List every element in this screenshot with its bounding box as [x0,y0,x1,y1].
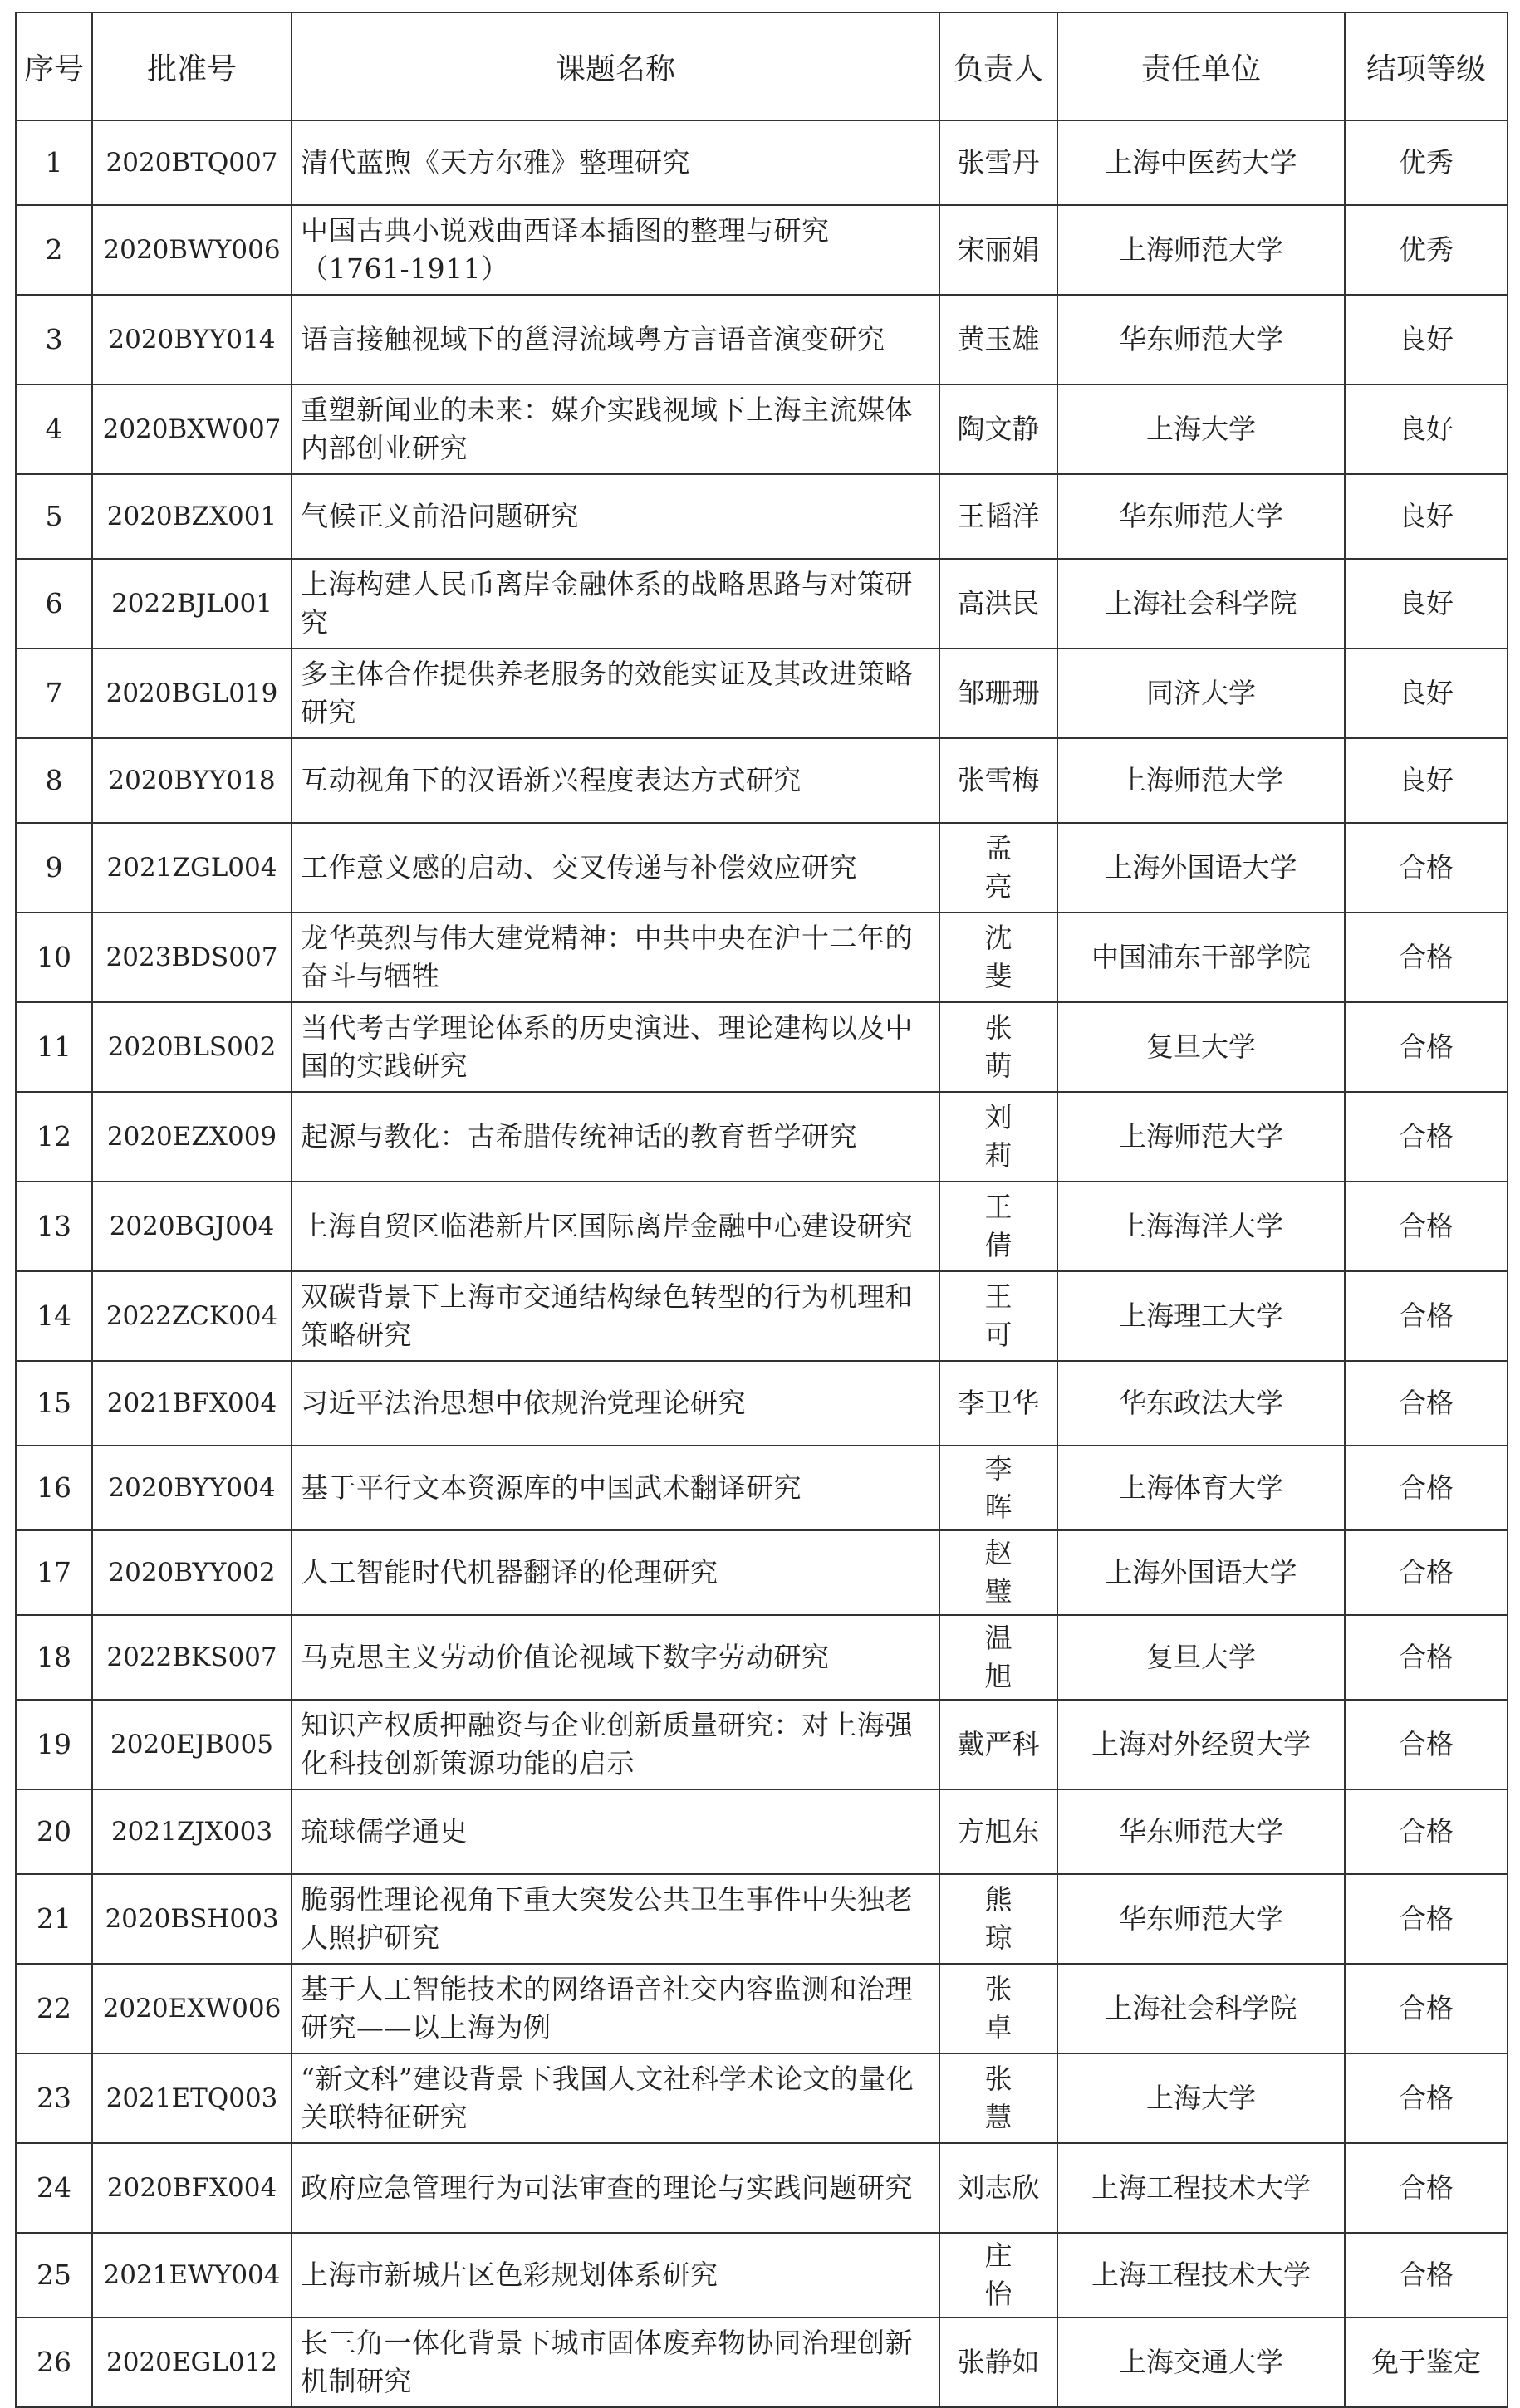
cell-no: 13 [16,1182,92,1271]
cell-grade: 良好 [1345,559,1508,648]
cell-unit: 中国浦东干部学院 [1057,913,1345,1002]
cell-grade: 合格 [1345,1615,1508,1700]
cell-unit: 上海大学 [1057,2053,1345,2143]
cell-approval-id: 2020BWY006 [92,205,292,295]
cell-unit: 华东师范大学 [1057,295,1345,384]
cell-title: 上海市新城片区色彩规划体系研究 [292,2233,939,2317]
table-row [16,823,1508,913]
cell-no: 9 [16,823,92,913]
cell-grade: 良好 [1345,738,1508,823]
cell-title: 工作意义感的启动、交叉传递与补偿效应研究 [292,823,939,913]
cell-approval-id: 2022BKS007 [92,1615,292,1700]
cell-grade: 合格 [1345,1700,1508,1789]
cell-approval-id: 2021ZJX003 [92,1789,292,1874]
cell-grade: 良好 [1345,384,1508,474]
cell-grade: 良好 [1345,648,1508,738]
cell-unit: 上海外国语大学 [1057,1530,1345,1615]
cell-title: 当代考古学理论体系的历史演进、理论建构以及中国的实践研究 [292,1002,939,1092]
table-row [16,2317,1508,2407]
cell-no: 5 [16,474,92,559]
cell-grade: 合格 [1345,1002,1508,1092]
cell-no: 2 [16,205,92,295]
cell-grade: 免于鉴定 [1345,2317,1508,2407]
cell-no: 22 [16,1964,92,2053]
cell-no: 25 [16,2233,92,2317]
cell-grade: 合格 [1345,823,1508,913]
cell-person: 温 旭 [939,1615,1057,1700]
cell-unit: 上海师范大学 [1057,1092,1345,1182]
cell-no: 18 [16,1615,92,1700]
cell-title: 政府应急管理行为司法审查的理论与实践问题研究 [292,2143,939,2233]
cell-title: 基于人工智能技术的网络语音社交内容监测和治理研究——以上海为例 [292,1964,939,2053]
cell-approval-id: 2020EGL012 [92,2317,292,2407]
cell-unit: 上海师范大学 [1057,738,1345,823]
cell-approval-id: 2020BYY014 [92,295,292,384]
cell-no: 1 [16,120,92,205]
table-body [16,120,1508,2407]
cell-approval-id: 2020EXW006 [92,1964,292,2053]
table-row [16,1789,1508,1874]
table-row [16,648,1508,738]
table-row [16,1271,1508,1361]
cell-no: 4 [16,384,92,474]
cell-grade: 合格 [1345,1092,1508,1182]
table-row [16,1446,1508,1530]
cell-title: 语言接触视域下的邕浔流域粤方言语音演变研究 [292,295,939,384]
cell-approval-id: 2021EWY004 [92,2233,292,2317]
cell-grade: 合格 [1345,1964,1508,2053]
cell-grade: 合格 [1345,1271,1508,1361]
cell-unit: 华东师范大学 [1057,1874,1345,1964]
cell-approval-id: 2022BJL001 [92,559,292,648]
cell-unit: 上海交通大学 [1057,2317,1345,2407]
cell-unit: 复旦大学 [1057,1615,1345,1700]
cell-person: 黄玉雄 [939,295,1057,384]
cell-person: 王 倩 [939,1182,1057,1271]
cell-title: 习近平法治思想中依规治党理论研究 [292,1361,939,1446]
cell-title: 起源与教化：古希腊传统神话的教育哲学研究 [292,1092,939,1182]
table-row [16,1874,1508,1964]
table-row [16,474,1508,559]
cell-no: 20 [16,1789,92,1874]
cell-person: 邹珊珊 [939,648,1057,738]
cell-approval-id: 2021BFX004 [92,1361,292,1446]
cell-approval-id: 2020BZX001 [92,474,292,559]
cell-no: 8 [16,738,92,823]
cell-approval-id: 2020BYY018 [92,738,292,823]
cell-grade: 合格 [1345,913,1508,1002]
cell-no: 7 [16,648,92,738]
cell-person: 陶文静 [939,384,1057,474]
cell-title: 上海自贸区临港新片区国际离岸金融中心建设研究 [292,1182,939,1271]
cell-person: 孟 亮 [939,823,1057,913]
header-title: 课题名称 [292,12,939,120]
cell-unit: 上海大学 [1057,384,1345,474]
header-person: 负责人 [939,12,1057,120]
cell-no: 15 [16,1361,92,1446]
cell-unit: 华东政法大学 [1057,1361,1345,1446]
cell-grade: 合格 [1345,1361,1508,1446]
table-row [16,120,1508,205]
cell-person: 熊 琼 [939,1874,1057,1964]
cell-unit: 上海体育大学 [1057,1446,1345,1530]
cell-no: 10 [16,913,92,1002]
cell-unit: 上海外国语大学 [1057,823,1345,913]
cell-title: 马克思主义劳动价值论视域下数字劳动研究 [292,1615,939,1700]
cell-person: 庄 怡 [939,2233,1057,2317]
table-row [16,295,1508,384]
cell-title: 人工智能时代机器翻译的伦理研究 [292,1530,939,1615]
cell-approval-id: 2020EZX009 [92,1092,292,1182]
cell-approval-id: 2020BXW007 [92,384,292,474]
cell-unit: 上海海洋大学 [1057,1182,1345,1271]
cell-title: 琉球儒学通史 [292,1789,939,1874]
table-row [16,2143,1508,2233]
cell-title: 中国古典小说戏曲西译本插图的整理与研究（1761-1911） [292,205,939,295]
cell-approval-id: 2020BFX004 [92,2143,292,2233]
cell-unit: 复旦大学 [1057,1002,1345,1092]
cell-person: 戴严科 [939,1700,1057,1789]
header-no: 序号 [16,12,92,120]
table-row [16,1182,1508,1271]
cell-person: 宋丽娟 [939,205,1057,295]
cell-grade: 合格 [1345,2143,1508,2233]
cell-title: 基于平行文本资源库的中国武术翻译研究 [292,1446,939,1530]
cell-title: “新文科”建设背景下我国人文社科学术论文的量化关联特征研究 [292,2053,939,2143]
cell-title: 气候正义前沿问题研究 [292,474,939,559]
table-row [16,913,1508,1002]
table-row [16,384,1508,474]
cell-person: 高洪民 [939,559,1057,648]
cell-no: 23 [16,2053,92,2143]
cell-unit: 同济大学 [1057,648,1345,738]
cell-no: 24 [16,2143,92,2233]
cell-person: 张 萌 [939,1002,1057,1092]
cell-unit: 上海对外经贸大学 [1057,1700,1345,1789]
cell-person: 方旭东 [939,1789,1057,1874]
cell-grade: 合格 [1345,1789,1508,1874]
cell-unit: 上海理工大学 [1057,1271,1345,1361]
cell-grade: 合格 [1345,1530,1508,1615]
cell-no: 3 [16,295,92,384]
cell-no: 21 [16,1874,92,1964]
table-row [16,1092,1508,1182]
table-row [16,1002,1508,1092]
cell-no: 26 [16,2317,92,2407]
header-grade: 结项等级 [1345,12,1508,120]
cell-no: 14 [16,1271,92,1361]
table-row [16,1700,1508,1789]
cell-title: 多主体合作提供养老服务的效能实证及其改进策略研究 [292,648,939,738]
cell-approval-id: 2020BTQ007 [92,120,292,205]
cell-person: 王韬洋 [939,474,1057,559]
cell-no: 6 [16,559,92,648]
cell-unit: 上海师范大学 [1057,205,1345,295]
cell-title: 双碳背景下上海市交通结构绿色转型的行为机理和策略研究 [292,1271,939,1361]
cell-person: 刘 莉 [939,1092,1057,1182]
cell-approval-id: 2020BGJ004 [92,1182,292,1271]
cell-approval-id: 2021ZGL004 [92,823,292,913]
table-row [16,559,1508,648]
table-row [16,205,1508,295]
cell-grade: 合格 [1345,2233,1508,2317]
cell-approval-id: 2020BLS002 [92,1002,292,1092]
cell-person: 李卫华 [939,1361,1057,1446]
cell-title: 龙华英烈与伟大建党精神：中共中央在沪十二年的奋斗与牺牲 [292,913,939,1002]
cell-grade: 合格 [1345,1874,1508,1964]
cell-title: 脆弱性理论视角下重大突发公共卫生事件中失独老人照护研究 [292,1874,939,1964]
cell-person: 王 可 [939,1271,1057,1361]
table-row [16,1361,1508,1446]
cell-approval-id: 2020BYY004 [92,1446,292,1530]
table-row [16,738,1508,823]
header-unit: 责任单位 [1057,12,1345,120]
cell-approval-id: 2020BSH003 [92,1874,292,1964]
table-row [16,1615,1508,1700]
cell-title: 长三角一体化背景下城市固体废弃物协同治理创新机制研究 [292,2317,939,2407]
cell-unit: 上海社会科学院 [1057,559,1345,648]
cell-person: 张雪丹 [939,120,1057,205]
cell-approval-id: 2022ZCK004 [92,1271,292,1361]
cell-grade: 合格 [1345,2053,1508,2143]
cell-grade: 优秀 [1345,120,1508,205]
cell-grade: 优秀 [1345,205,1508,295]
cell-grade: 合格 [1345,1446,1508,1530]
cell-approval-id: 2023BDS007 [92,913,292,1002]
cell-unit: 华东师范大学 [1057,1789,1345,1874]
cell-title: 重塑新闻业的未来：媒介实践视域下上海主流媒体内部创业研究 [292,384,939,474]
cell-person: 张雪梅 [939,738,1057,823]
cell-title: 上海构建人民币离岸金融体系的战略思路与对策研究 [292,559,939,648]
cell-unit: 上海社会科学院 [1057,1964,1345,2053]
cell-no: 19 [16,1700,92,1789]
table-row [16,1964,1508,2053]
header-row [16,12,1508,120]
cell-person: 张 卓 [939,1964,1057,2053]
cell-unit: 上海工程技术大学 [1057,2233,1345,2317]
cell-no: 16 [16,1446,92,1530]
cell-title: 知识产权质押融资与企业创新质量研究：对上海强化科技创新策源功能的启示 [292,1700,939,1789]
cell-unit: 华东师范大学 [1057,474,1345,559]
header-id: 批准号 [92,12,292,120]
cell-title: 清代蓝煦《天方尔雅》整理研究 [292,120,939,205]
cell-person: 沈 斐 [939,913,1057,1002]
table-row [16,2053,1508,2143]
cell-approval-id: 2020EJB005 [92,1700,292,1789]
cell-unit: 上海工程技术大学 [1057,2143,1345,2233]
cell-grade: 良好 [1345,295,1508,384]
cell-approval-id: 2020BGL019 [92,648,292,738]
cell-person: 张 慧 [939,2053,1057,2143]
project-table [15,12,1508,2408]
cell-approval-id: 2021ETQ003 [92,2053,292,2143]
cell-grade: 良好 [1345,474,1508,559]
cell-person: 张静如 [939,2317,1057,2407]
table-row [16,2233,1508,2317]
cell-unit: 上海中医药大学 [1057,120,1345,205]
cell-no: 12 [16,1092,92,1182]
cell-no: 17 [16,1530,92,1615]
cell-person: 李 晖 [939,1446,1057,1530]
cell-person: 赵 璧 [939,1530,1057,1615]
table-row [16,1530,1508,1615]
cell-no: 11 [16,1002,92,1092]
cell-grade: 合格 [1345,1182,1508,1271]
cell-title: 互动视角下的汉语新兴程度表达方式研究 [292,738,939,823]
cell-approval-id: 2020BYY002 [92,1530,292,1615]
cell-person: 刘志欣 [939,2143,1057,2233]
